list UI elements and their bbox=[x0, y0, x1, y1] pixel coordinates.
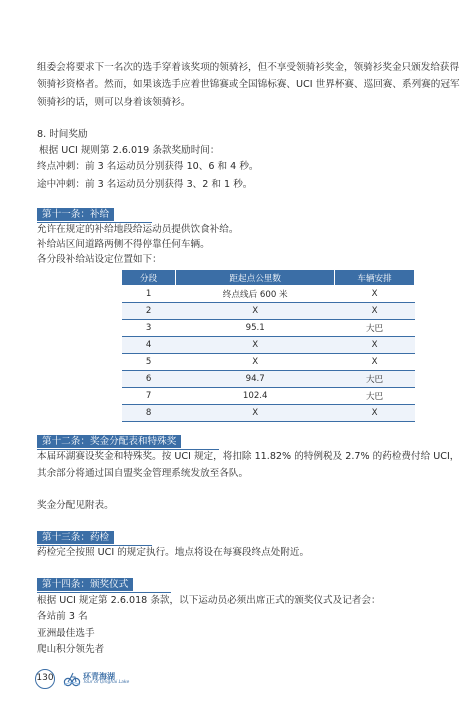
table-cell: X bbox=[176, 303, 335, 320]
table-row bbox=[122, 320, 415, 337]
article-12-line-2: 其余部分将通过国自盟奖金管理系统发放至各队。 bbox=[37, 468, 249, 479]
logo-text: 环青海湖 bbox=[83, 672, 115, 681]
article-14-heading: 第十四条：颁奖仪式 bbox=[37, 578, 133, 591]
table-cell: X bbox=[176, 337, 335, 354]
table-cell: 8 bbox=[122, 405, 176, 422]
table-cell: X bbox=[335, 354, 415, 371]
section-8-line-2: 终点冲刺：前 3 名运动员分别获得 10、6 和 4 秒。 bbox=[37, 161, 259, 172]
table-row bbox=[122, 286, 415, 303]
table-row bbox=[122, 405, 415, 422]
table-row bbox=[122, 388, 415, 405]
table-cell: 大巴 bbox=[335, 388, 415, 405]
table-header-segment: 分段 bbox=[122, 270, 176, 286]
table-cell: 102.4 bbox=[176, 388, 335, 405]
page-number: 130 bbox=[35, 669, 55, 689]
article-14-line-1: 根据 UCI 规定第 2.6.018 条款，以下运动员必须出席正式的颁奖仪式及记者会： bbox=[37, 595, 381, 606]
table-row bbox=[122, 337, 415, 354]
article-11-heading: 第十一条：补给 bbox=[37, 208, 114, 221]
table-cell: X bbox=[335, 286, 415, 303]
table-cell: 1 bbox=[122, 286, 176, 303]
table-cell: 大巴 bbox=[335, 320, 415, 337]
table-cell: 大巴 bbox=[335, 371, 415, 388]
section-8-line-3: 途中冲刺：前 3 名运动员分别获得 3、2 和 1 秒。 bbox=[37, 179, 253, 190]
table-cell: X bbox=[176, 354, 335, 371]
table-row bbox=[122, 303, 415, 320]
table-row bbox=[122, 371, 415, 388]
article-12-line-3: 奖金分配见附表。 bbox=[37, 500, 114, 511]
table-cell: 终点线后 600 米 bbox=[176, 286, 335, 303]
article-14-line-4: 爬山积分领先者 bbox=[37, 644, 105, 655]
cyclist-logo-icon bbox=[63, 670, 81, 688]
article-12-line-1: 本届环湖赛设奖金和特殊奖。按 UCI 规定，将扣除 11.82% 的特例税及 2.7% 的药检费付给 UCI， bbox=[37, 451, 460, 462]
intro-line-2: 领骑衫资格者。然而，如果该选手应着世锦赛或全国锦标赛、UCI 世界杯赛、巡回赛、系列赛的冠军 bbox=[37, 79, 460, 90]
table-header-row bbox=[122, 270, 415, 286]
section-8-title: 8. 时间奖励 bbox=[37, 129, 88, 140]
article-11-line-1: 允许在规定的补给地段给运动员提供饮食补给。 bbox=[37, 224, 239, 235]
table-cell: 6 bbox=[122, 371, 176, 388]
table-cell: X bbox=[335, 303, 415, 320]
article-12-heading: 第十二条：奖金分配表和特殊奖 bbox=[37, 435, 181, 448]
table-cell: X bbox=[176, 405, 335, 422]
intro-line-1: 组委会将要求下一名次的选手穿着该奖项的领骑衫，但不享受领骑衫奖金，领骑衫奖金只颁发给获得 bbox=[37, 62, 460, 73]
article-14-line-3: 亚洲最佳选手 bbox=[37, 628, 95, 639]
event-logo bbox=[63, 670, 130, 688]
table-cell: 95.1 bbox=[176, 320, 335, 337]
table-header-distance: 距起点公里数 bbox=[176, 270, 335, 286]
logo-subtext: Tour of Qinghai Lake bbox=[83, 680, 130, 685]
intro-line-3: 领骑衫的话，则可以身着该领骑衫。 bbox=[37, 97, 191, 108]
table-cell: 5 bbox=[122, 354, 176, 371]
article-14-line-2: 各站前 3 名 bbox=[37, 611, 88, 622]
table-cell: X bbox=[335, 405, 415, 422]
table-cell: 2 bbox=[122, 303, 176, 320]
table-cell: 4 bbox=[122, 337, 176, 354]
table-cell: 3 bbox=[122, 320, 176, 337]
table-row bbox=[122, 354, 415, 371]
table-header-vehicle: 车辆安排 bbox=[335, 270, 415, 286]
article-13-line-1: 药检完全按照 UCI 的规定执行。地点将设在每赛段终点处附近。 bbox=[37, 547, 310, 558]
table-cell: X bbox=[335, 337, 415, 354]
table-cell: 94.7 bbox=[176, 371, 335, 388]
supply-station-table bbox=[121, 269, 415, 422]
article-11-line-2: 补给站区间道路两侧不得停靠任何车辆。 bbox=[37, 239, 210, 250]
article-13-heading: 第十三条：药检 bbox=[37, 531, 114, 544]
article-11-line-3: 各分段补给站设定位置如下： bbox=[37, 254, 162, 265]
table-cell: 7 bbox=[122, 388, 176, 405]
section-8-line-1: 根据 UCI 规则第 2.6.019 条款奖励时间： bbox=[39, 145, 220, 156]
